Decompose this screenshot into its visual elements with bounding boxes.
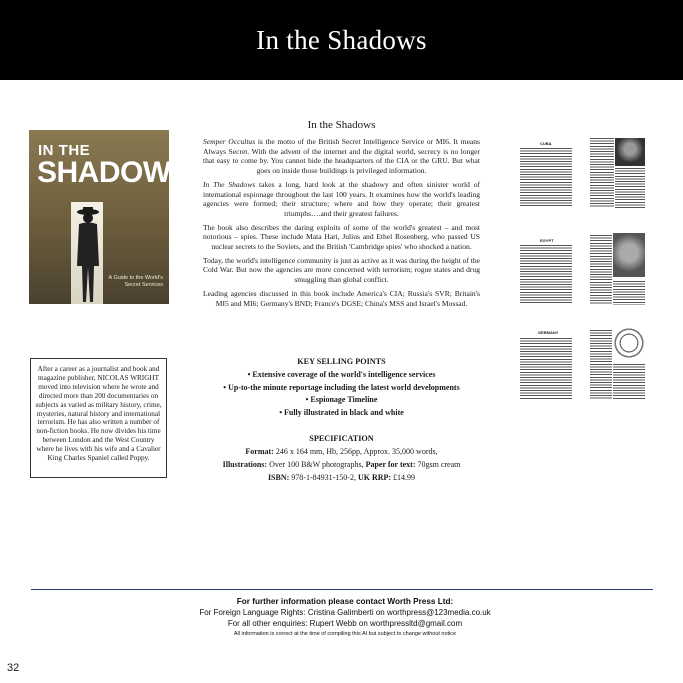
photo-thumbnail — [613, 233, 645, 277]
key-selling-points — [170, 357, 513, 420]
paragraph-2: In The Shadows takes a long, hard look at the shadowy and often sinister world of international espionage throughout the last 100 years. It examines how the world's leading agencies were formed; their structure; where and how they operate; their greatest triumphs….and their greatest failures. — [203, 179, 481, 218]
contact-rights: For Foreign Language Rights: Cristina Galimberti on worthpress@123media.co.uk — [199, 608, 491, 617]
photo-thumbnail — [615, 138, 645, 166]
specification — [170, 432, 513, 484]
spec-isbn: ISBN: 978-1-84931-150-2, UK RRP: £14.99 — [267, 473, 416, 482]
description-title: In the Shadows — [307, 119, 376, 131]
page-number: 32 — [7, 662, 20, 674]
contact-info — [168, 596, 522, 640]
spec-format: Format: 246 x 164 mm, Hb, 256pp, Approx. 35,000 words, — [245, 447, 438, 456]
thumb-heading: CUBA — [540, 141, 552, 146]
ksp-item: • Extensive coverage of the world's intelligence services — [247, 370, 436, 379]
cover-title-line1: IN THE — [38, 142, 91, 159]
disclaimer: All information is correct at the time of compiling this AI but subject to change without notice — [233, 631, 457, 637]
paragraph-1: Semper Occultus is the motto of the British Secret Intelligence Service or MI6. It means Always Secret. With the advent of the internet and the digital world, secrecy is no longer that easy to come by. You cannot hide the headquarters of the CIA or the GRU. But what goes on inside those buildings is privileged information. — [203, 137, 480, 176]
spec-heading: SPECIFICATION — [309, 434, 374, 443]
author-bio-box: After a career as a journalist and book and magazine publisher, NICOLAS WRIGHT moved into television where he wrote and directed more than 200 documentaries on subjects as varied as military history, crime, mysteries, natural history and international terrorism. He has also written a number of non-fiction books. He now divides his time between London and the West Country where he lives with his wife and a Cavalier King Charles Spaniel called Poppy. — [30, 358, 167, 478]
thumb-heading: GERMANY — [538, 330, 559, 335]
spec-illustrations: Illustrations: Over 100 B&W photographs, Paper for text: 70gsm cream — [222, 460, 461, 469]
book-cover-image — [29, 130, 191, 304]
ksp-item: • Up-to-the minute reportage including the latest world developments — [223, 382, 460, 392]
page-title: In the Shadows — [256, 24, 427, 55]
ksp-heading: KEY SELLING POINTS — [297, 357, 386, 366]
header-bar — [0, 0, 683, 80]
paragraph-3: The book also describes the daring exploits of some of the world's greatest – and most notorious – spies. These include Mata Hari, Julius and Ethel Rosenberg, who passed US nuclear secrets to the Soviets, and the British 'Cambridge spies' who shocked a nation. — [203, 222, 480, 252]
paragraph-5: Leading agencies discussed in this book include America's CIA; Russia's SVR; Britain's MI5 and MI6; Germany's BND; France's DGSE; China's MSS and Israel's Mossad. — [203, 288, 480, 308]
paragraph-4: Today, the world's intelligence community is just as active as it was during the height of the Cold War. But now the agencies are more concerned with terrorism; rogue states and drug smuggling than global conflict. — [203, 255, 480, 285]
description-column — [203, 119, 480, 312]
contact-enquiries: For all other enquiries: Rupert Webb on worthpressltd@gmail.com — [227, 618, 463, 628]
cover-subtitle: A Guide to the World's Secret Services — [108, 275, 163, 288]
thumb-heading: EGYPT — [540, 238, 554, 243]
cover-title-line2: SHADOWS — [37, 156, 191, 189]
contact-heading: For further information please contact Worth Press Ltd: — [236, 597, 454, 606]
footer-divider — [31, 589, 653, 590]
sample-spread-2 — [518, 229, 648, 309]
ksp-item: • Fully illustrated in black and white — [279, 408, 404, 418]
sample-spread-3 — [518, 324, 648, 404]
silhouette-figure-icon — [73, 206, 103, 304]
ksp-item: • Espionage Timeline — [305, 395, 378, 405]
sample-spread-1 — [518, 132, 648, 212]
emblem-thumbnail — [613, 326, 645, 360]
